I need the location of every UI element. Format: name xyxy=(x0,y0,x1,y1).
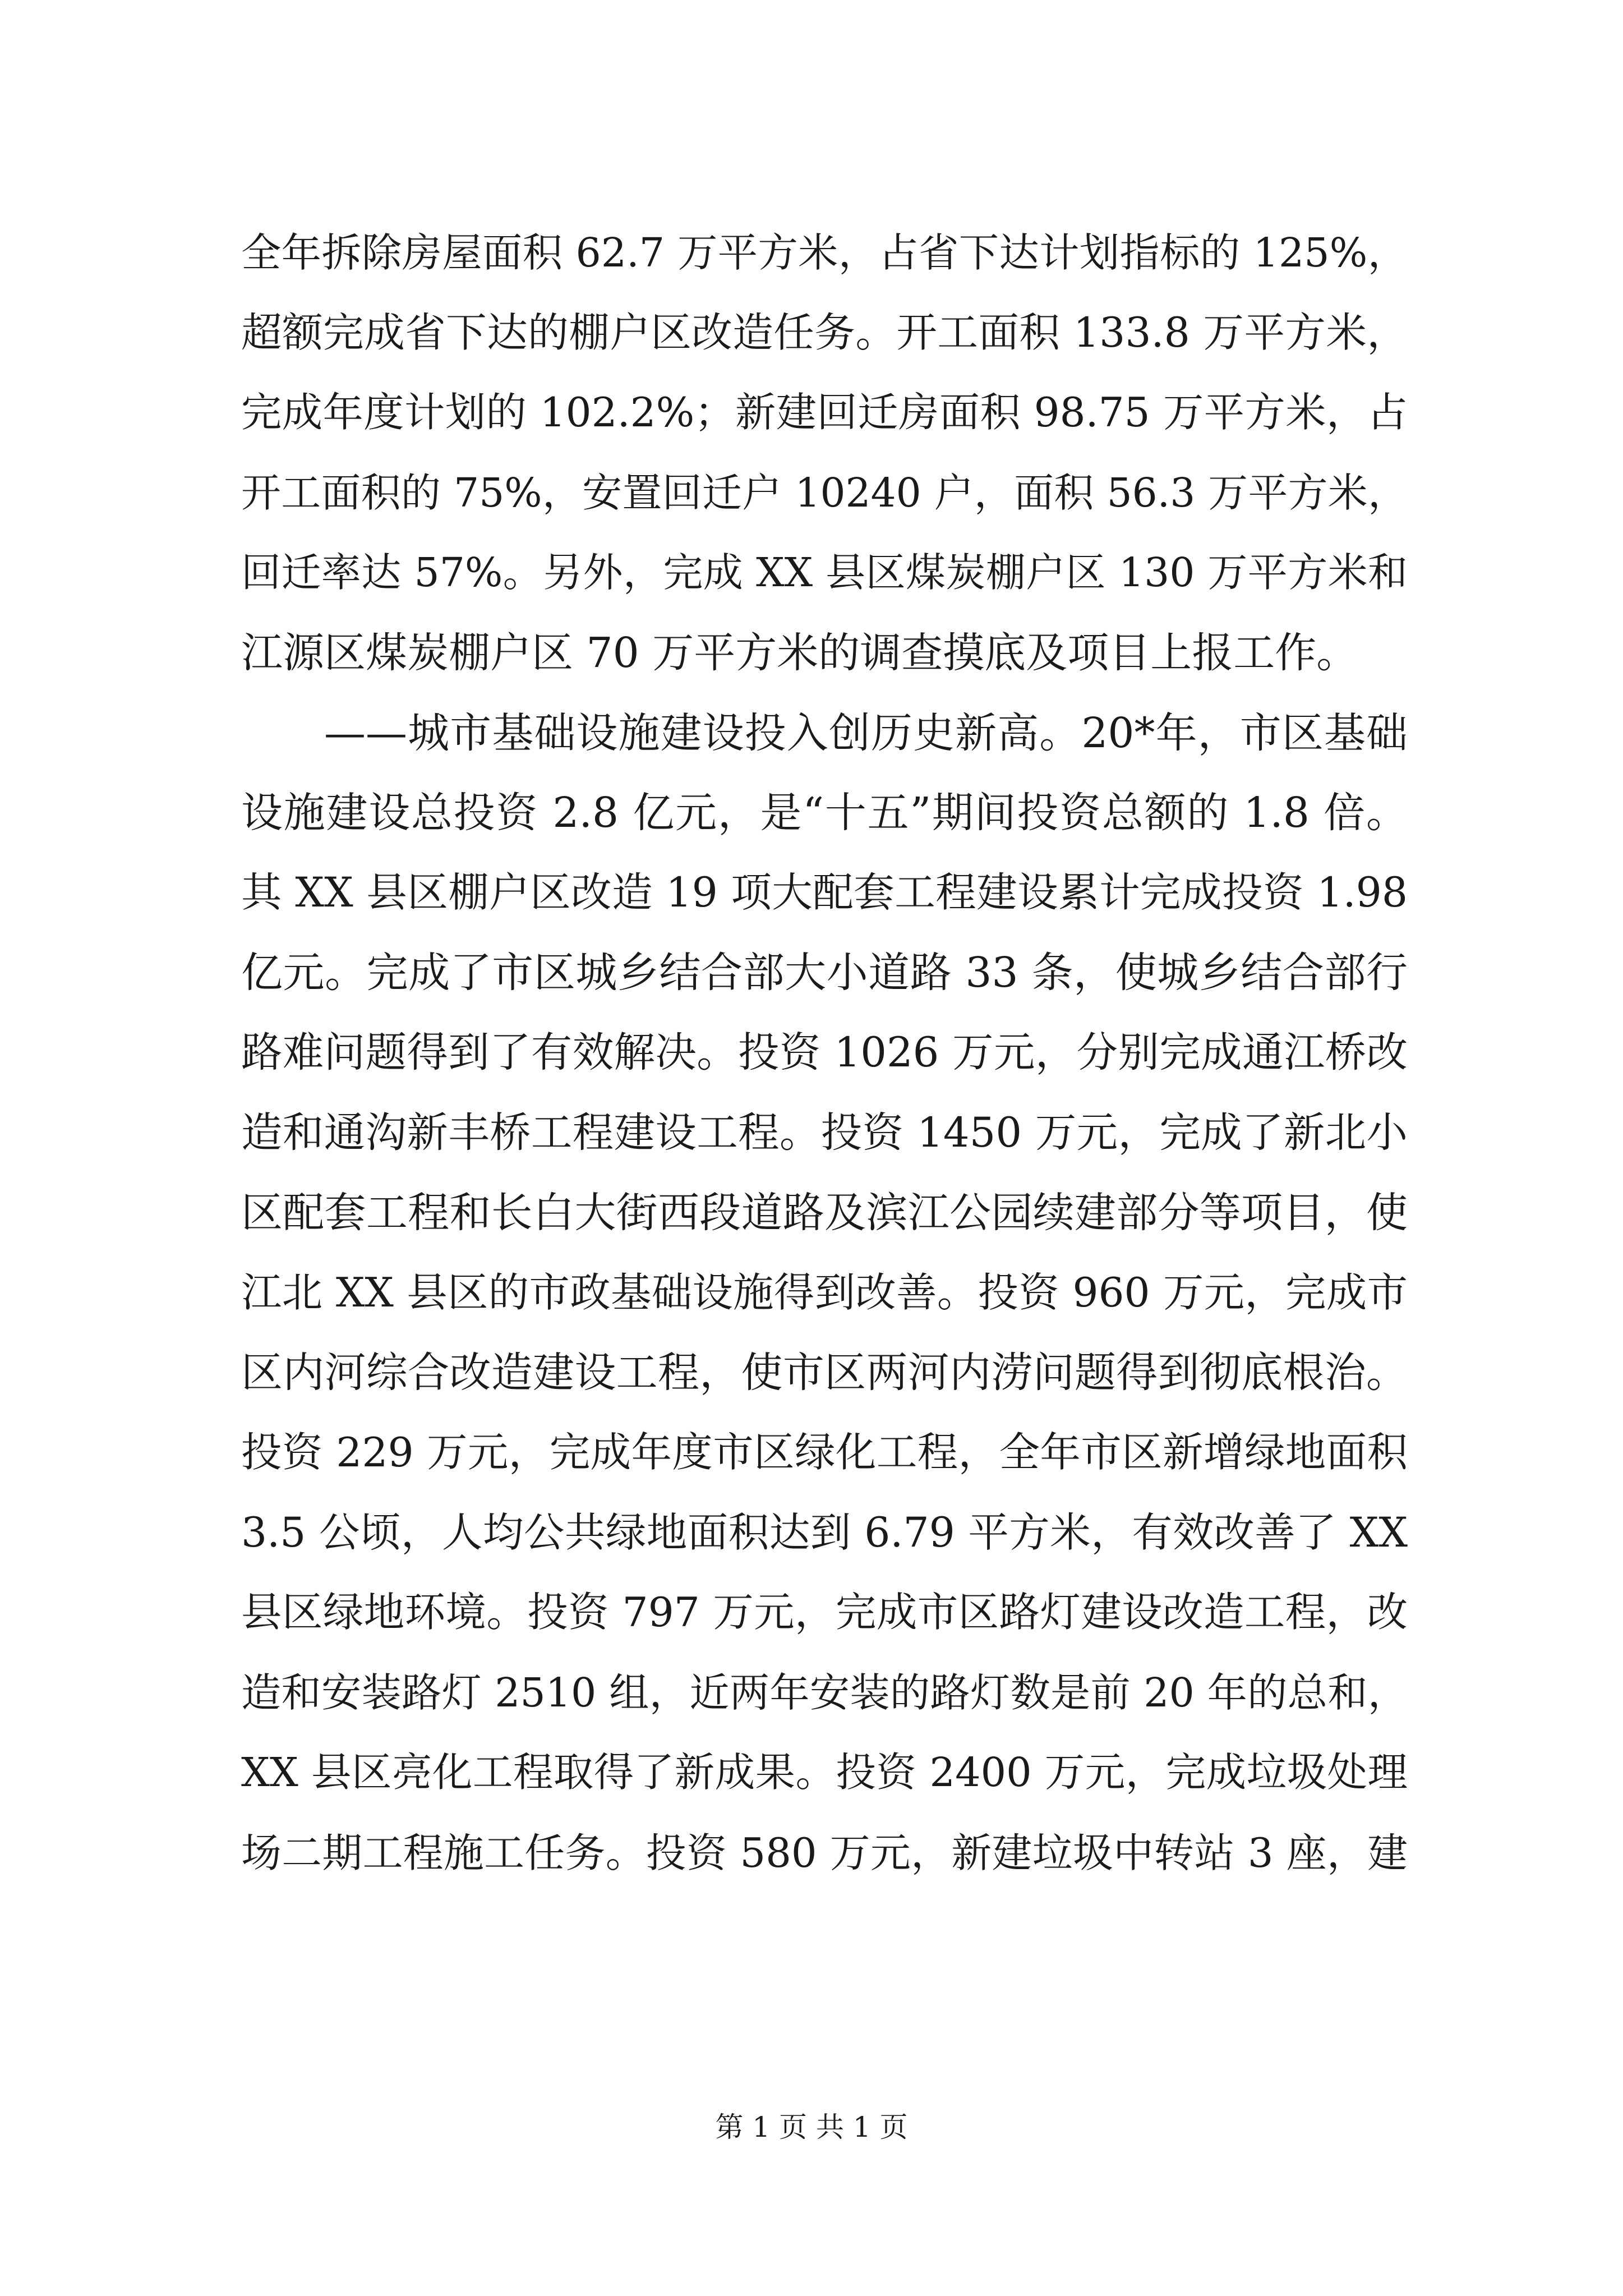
text-line: 回迁率达 57%。另外，完成 XX 县区煤炭棚户区 130 万平方米和 xyxy=(241,549,1408,596)
text-line: 开工面积的 75%，安置回迁户 10240 户，面积 56.3 万平方米， xyxy=(241,469,1408,516)
page-number-footer: 第 1 页 共 1 页 xyxy=(715,2111,908,2143)
text-line: 设施建设总投资 2.8 亿元，是“十五”期间投资总额的 1.8 倍。 xyxy=(241,789,1408,838)
text-line: XX 县区亮化工程取得了新成果。投资 2400 万元，完成垃圾处理 xyxy=(241,1749,1408,1796)
document-body xyxy=(241,213,1408,1893)
text-line: 区内河综合改造建设工程，使市区两河内涝问题得到彻底根治。 xyxy=(241,1349,1408,1397)
text-line: 区配套工程和长白大街西段道路及滨江公园续建部分等项目，使 xyxy=(241,1189,1408,1237)
text-line: 其 XX 县区棚户区改造 19 项大配套工程建设累计完成投资 1.98 xyxy=(241,869,1408,917)
text-line: 投资 229 万元，完成年度市区绿化工程，全年市区新增绿地面积 xyxy=(241,1429,1408,1476)
text-line: 超额完成省下达的棚户区改造任务。开工面积 133.8 万平方米， xyxy=(241,309,1408,357)
text-line: 江北 XX 县区的市政基础设施得到改善。投资 960 万元，完成市 xyxy=(241,1269,1408,1317)
text-line: 路难问题得到了有效解决。投资 1026 万元，分别完成通江桥改 xyxy=(241,1028,1408,1076)
text-line: 完成年度计划的 102.2%；新建回迁房面积 98.75 万平方米，占 xyxy=(241,389,1408,437)
text-line: 3.5 公顷，人均公共绿地面积达到 6.79 平方米，有效改善了 XX xyxy=(241,1509,1408,1557)
text-line: 造和安装路灯 2510 组，近两年安装的路灯数是前 20 年的总和， xyxy=(241,1669,1408,1716)
text-line: 江源区煤炭棚户区 70 万平方米的调查摸底及项目上报工作。 xyxy=(241,628,1358,677)
text-line: 县区绿地环境。投资 797 万元，完成市区路灯建设改造工程，改 xyxy=(241,1589,1408,1637)
text-line-content: ——城市基础设施建设投入创历史新高。20*年，市区基础 xyxy=(324,708,1408,757)
text-line: 全年拆除房屋面积 62.7 万平方米，占省下达计划指标的 125%， xyxy=(241,229,1408,276)
text-line: 造和通沟新丰桥工程建设工程。投资 1450 万元，完成了新北小 xyxy=(241,1108,1408,1157)
text-line: 场二期工程施工任务。投资 580 万元，新建垃圾中转站 3 座，建 xyxy=(241,1829,1408,1876)
text-line xyxy=(241,693,1408,774)
text-line: 亿元。完成了市区城乡结合部大小道路 33 条，使城乡结合部行 xyxy=(241,949,1408,997)
